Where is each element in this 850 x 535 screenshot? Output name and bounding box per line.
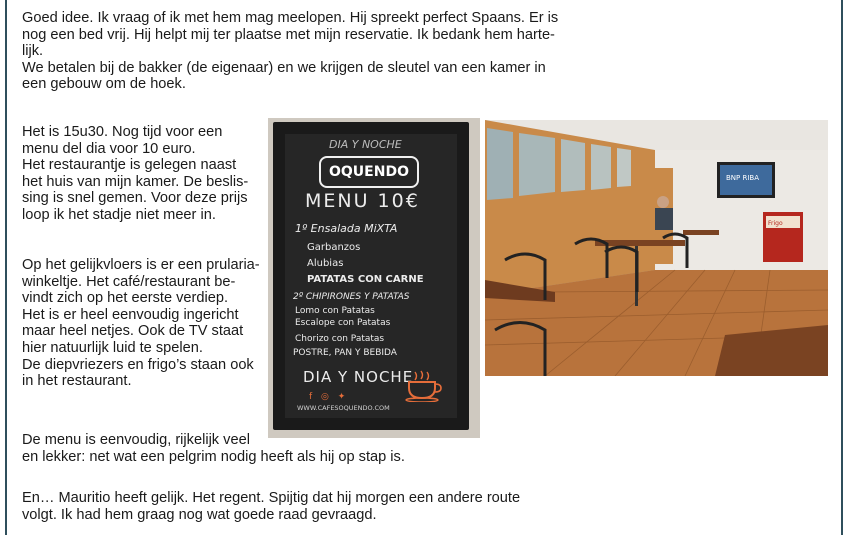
chalkboard-line: Chorizo con Patatas [295, 334, 385, 344]
chalkboard-title: MENU 10€ [305, 190, 420, 212]
chalkboard-frame [273, 122, 469, 430]
paragraph-closing: En… Mauritio heeft gelijk. Het regent. Spijtig dat hij morgen een andere route volgt. Ik had hem graag nog wat goede raad gevraagd. [22, 490, 521, 523]
cafe-interior-photo [485, 120, 828, 376]
chalkboard-footer: DIA Y NOCHE [303, 368, 414, 386]
chalkboard-top-text: DIA Y NOCHE [329, 138, 402, 151]
cafe-interior-illustration [485, 120, 828, 376]
chalkboard-line: POSTRE, PAN Y BEBIDA [293, 348, 397, 358]
right-border-rule [841, 0, 843, 535]
paragraph-intro: Goed idee. Ik vraag of ik met hem mag meelopen. Hij spreekt perfect Spaans. Er is nog een bed vrij. Hij helpt mij ter plaatse met mijn reservatie. Ik bedank hem harte- lijk. We betalen bij de bakker (de eigenaar) en we krijgen de sleutel van een kamer in een gebouw om de hoek. [22, 10, 559, 93]
chalkboard-menu-photo [268, 118, 480, 438]
paragraph-restaurant-description: Op het gelijkvloers is er een prularia- winkeltje. Het café/restaurant be- vindt zich op het eerste verdiep. Het is er heel eenvoudig ingericht maar heel netjes. Ook de TV staat hier natuurlijk luid te spelen. De diepvriezers en frigo’s staan ook in het restaurant. [22, 257, 260, 390]
chalkboard-url: WWW.CAFESOQUENDO.COM [297, 404, 390, 412]
social-icons: f ◎ ✦ [309, 392, 349, 402]
chalkboard-surface [285, 134, 457, 418]
chalkboard-line: Garbanzos [307, 242, 361, 253]
paragraph-menu-review: De menu is eenvoudig, rijkelijk veel en lekker: net wat een pelgrim nodig heeft als hij op stap is. [22, 432, 405, 465]
chalkboard-line: 1º Ensalada MiXTA [295, 222, 398, 235]
left-border-rule [5, 0, 7, 535]
oquendo-logo: OQUENDO [319, 156, 419, 188]
chalkboard-line: 2º CHIPIRONES Y PATATAS [293, 292, 410, 302]
chalkboard-line: Lomo con Patatas [295, 306, 375, 316]
chalkboard-line: PATATAS CON CARNE [307, 274, 424, 285]
chalkboard-line: Alubias [307, 258, 344, 269]
tv-screen-text: BNP RIBA [726, 174, 760, 182]
fridge-brand-text: Frigo [768, 220, 783, 227]
chalkboard-line: Escalope con Patatas [295, 318, 391, 328]
paragraph-menu-time: Het is 15u30. Nog tijd voor een menu del dia voor 10 euro. Het restaurantje is gelegen naast het huis van mijn kamer. De beslis- sing is snel gemen. Voor deze prijs loop ik het stadje niet meer in. [22, 124, 249, 223]
coffee-cup-icon [403, 370, 443, 402]
